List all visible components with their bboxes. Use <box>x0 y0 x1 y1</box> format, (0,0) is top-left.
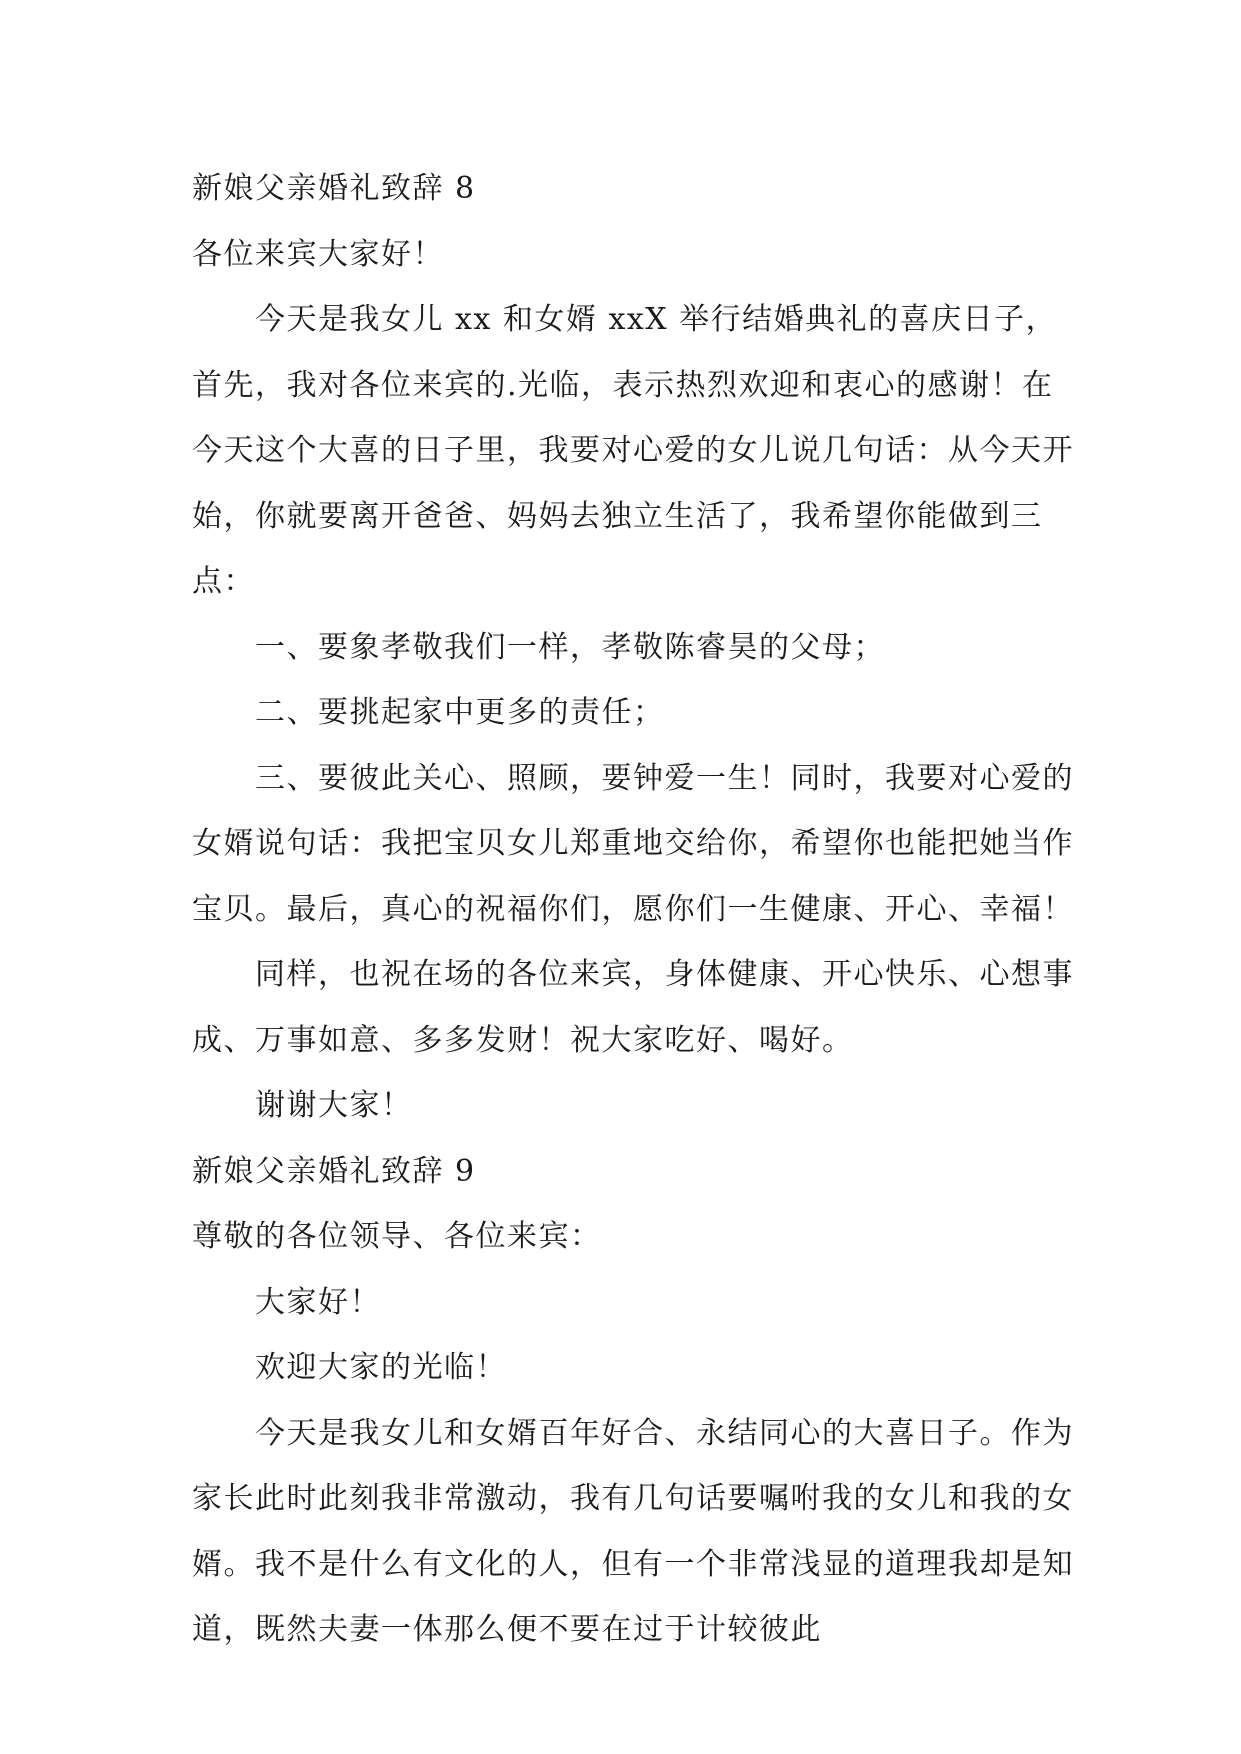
paragraph: 一、要象孝敬我们一样，孝敬陈睿昊的父母； <box>255 629 885 665</box>
section-title: 新娘父亲婚礼致辞 8 <box>192 171 476 206</box>
greeting: 尊敬的各位领导、各位来宾： <box>192 1219 602 1254</box>
section-title: 新娘父亲婚礼致辞 9 <box>192 1153 476 1189</box>
paragraph: 今天是我女儿和女婿百年好合、永结同心的大喜日子。作为家长此时此刻我非常激动，我有几句话要嘱咐我的女儿和我的女婿。我不是什么有文化的人，但有一个非常浅显的道理我却是知道，既然夫妻一体那么便不要在过于计较彼此 <box>192 1415 1074 1647</box>
document-body <box>192 156 1078 1663</box>
paragraph: 欢迎大家的光临！ <box>255 1350 507 1385</box>
greeting: 各位来宾大家好！ <box>192 236 444 272</box>
paragraph: 今天是我女儿 xx 和女婿 xxX 举行结婚典礼的喜庆日子，首先，我对各位来宾的.光临，表示热烈欢迎和衷心的感谢！在今天这个大喜的日子里，我要对心爱的女儿说几句话：从今天开始，你就要离开爸爸、妈妈去独立生活了，我希望你能做到三点： <box>192 302 1074 599</box>
paragraph: 二、要挑起家中更多的责任； <box>255 695 665 730</box>
paragraph: 三、要彼此关心、照顾，要钟爱一生！同时，我要对心爱的女婿说句话：我把宝贝女儿郑重地交给你，希望你也能把她当作宝贝。最后，真心的祝福你们，愿你们一生健康、开心、幸福！ <box>192 760 1074 927</box>
paragraph: 大家好！ <box>255 1284 381 1320</box>
paragraph: 同样，也祝在场的各位来宾，身体健康、开心快乐、心想事成、万事如意、多多发财！祝大家吃好、喝好。 <box>192 957 1074 1058</box>
paragraph: 谢谢大家！ <box>255 1088 413 1123</box>
